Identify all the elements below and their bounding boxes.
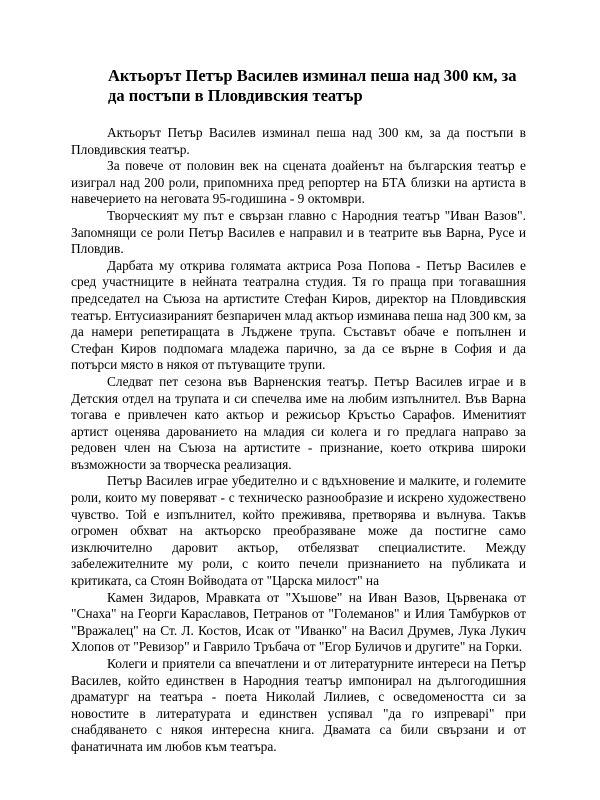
paragraph-roza-popova: Дарбата му открива голямата актриса Роза Попова - Петър Василев е сред участниците в нейната театрална студия. Тя го праща при тогавашния председател на Съюза на артистите Стефан Киров, директор на Пловдивския театър. Ентусиазираният безпаричен млад актьор изминава пеша над 300 км, за да намери репетиращата в Лъджене трупа. Съставът обаче е попълнен и Стефан Киров подпомага младежа парично, за да се върне в София и да потърси място в някоя от пътуващите трупи.: [71, 257, 526, 373]
paragraph-varna-theatre: Следват пет сезона във Варненския театър. Петър Василев играе и в Детския отдел на трупата и си спечелва име на любим изпълнител. Във Варна тогава е привлечен като актьор и режисьор Кръстьо Сарафов. Именитият артист оценява дарованието на младия си колега и го предлага направо за редовен член на Съюза на артистите - признание, което открива широки възможности за творческа реализация.: [71, 373, 526, 472]
paragraph-literary-interests: Колеги и приятели са впечатлени и от литературните интереси на Петър Василев, който единствен в Народния театър импонирал на дългогодишния драматург на театъра - поета Николай Лилиев, с осведомеността си за новостите в литературата и единствен успявал "да го изпреварі" при снабдяването с някоя интересна книга. Двамата са били свързани и от фанатичната им любов към театъра.: [71, 656, 526, 754]
paragraph-roles: Петър Василев играе убедително и с вдъхновение и малките, и големите роли, които му поверяват - с техническо разнообразие и искрено художествено чувство. Той е изпълнител, който преживява, претворява и вълнува. Такъв огромен обхват на актьорско преобразяване може да постигне само изключително даровит актьор, отбелязват специалистите. Между забележителните му роли, с които печели признанието на публиката и критиката, са Стоян Войводата от "Царска милост" на: [71, 473, 526, 589]
paragraph-national-theatre: Творческият му път е свързан главно с Народния театър "Иван Вазов". Запомнящи се роли Петър Василев е направил и в театрите във Варна, Русе и Пловдив.: [71, 207, 526, 257]
paragraph-notable-roles: Камен Зидаров, Мравката от "Хъшове" на Иван Вазов, Цървенака от "Снаха" на Георги Караславов, Петранов от "Големанов" и Илия Тамбурков от "Вражалец" на Ст. Л. Костов, Исак от "Иванко" на Васил Друмев, Лука Лукич Хлопов от "Ревизор" и Гаврило Тръбача от "Егор Буличов и другите" на Горки.: [71, 589, 526, 655]
article-body: [71, 125, 526, 756]
paragraph-intro: Актьорът Петър Василев изминал пеша над 300 км, за да постъпи в Пловдивския театър.: [71, 125, 526, 157]
paragraph-career-span: За повече от половин век на сцената доайенът на българския театър е изиграл над 200 роли, припомниха пред репортер на БТА близки на артиста в навечерието на неговата 95-годишина - 9 октомври.: [71, 158, 526, 207]
article-title: Актьорът Петър Василев изминал пеша над 300 км, за да постъпи в Пловдивския театър: [108, 66, 517, 105]
